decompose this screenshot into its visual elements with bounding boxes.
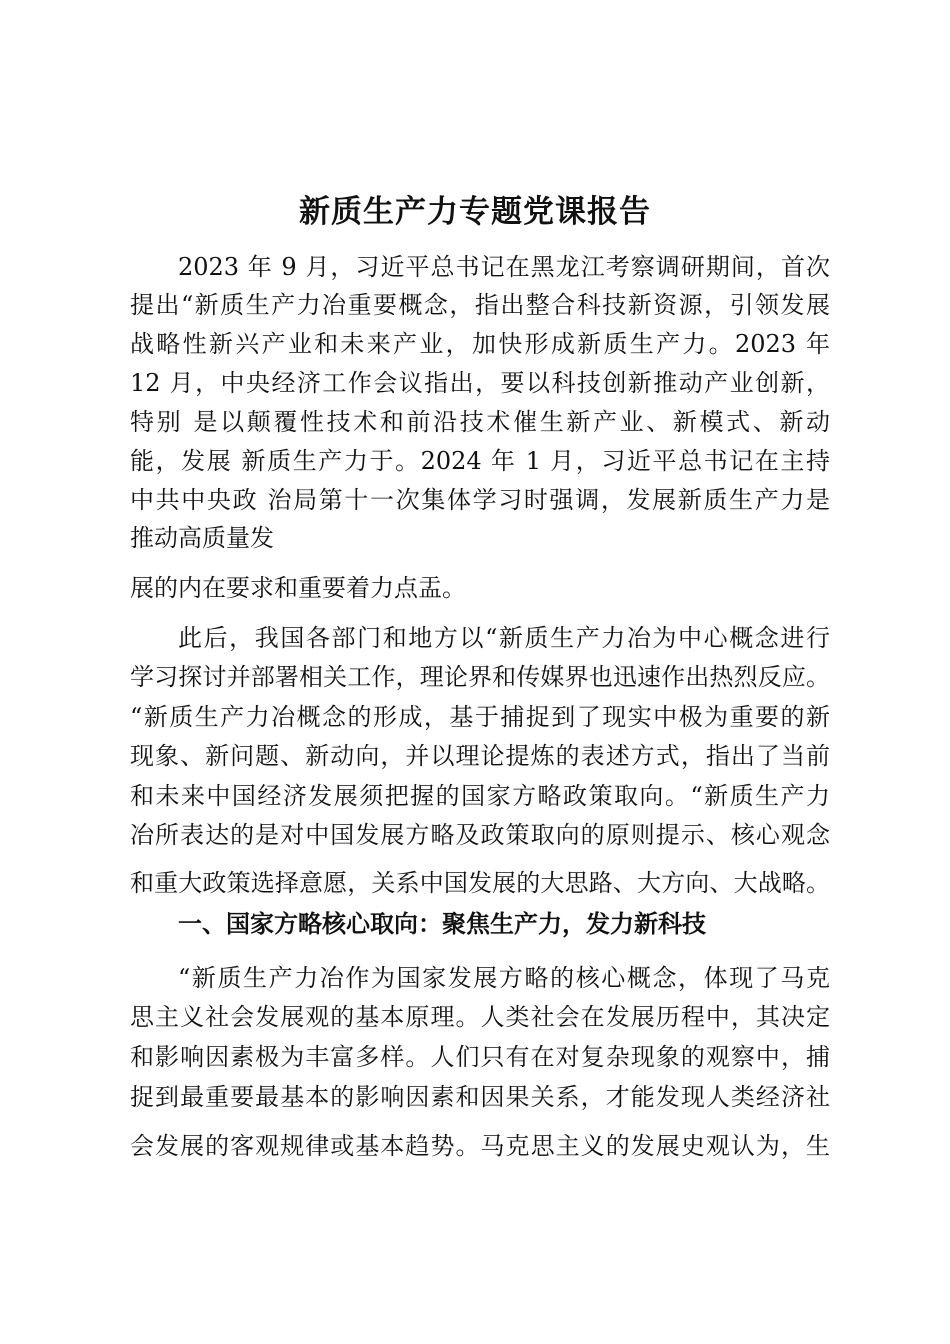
paragraph-1-line-1: 2023 年 9 月，习近平总书记在黑龙江考察调研期间，首次	[178, 253, 830, 281]
paragraph-3-line-2: 思主义社会发展观的基本原理。人类社会在发展历程中，其决定	[130, 1003, 830, 1031]
paragraph-1-line-7: 中共中央政 治局第十一次集体学习时强调，发展新质生产力是	[130, 486, 830, 514]
paragraph-2-line-6: 冶所表达的是对中国发展方略及政策取向的原则提示、核心观念	[130, 821, 830, 849]
paragraph-1-line-8: 推动高质量发	[130, 524, 274, 552]
paragraph-2-line-3: “新质生产力冶概念的形成，基于捕捉到了现实中极为重要的新	[130, 703, 830, 731]
paragraph-2-line-4: 现象、新问题、新动向，并以理论提炼的表述方式，指出了当前	[130, 742, 830, 770]
paragraph-3-line-3: 和影响因素极为丰富多样。人们只有在对复杂现象的观察中，捕	[130, 1043, 830, 1071]
paragraph-1-line-2: 提出“新质生产力冶重要概念，指出整合科技新资源，引领发展	[130, 291, 830, 319]
document-title: 新质生产力专题党课报告	[299, 194, 651, 230]
paragraph-2-line-5: 和未来中国经济发展须把握的国家方略政策取向。“新质生产力	[130, 782, 830, 810]
paragraph-2-line-1: 此后，我国各部门和地方以“新质生产力冶为中心概念进行	[178, 624, 830, 652]
paragraph-3-line-4: 捉到最重要最基本的影响因素和因果关系，才能发现人类经济社	[130, 1083, 830, 1111]
paragraph-3-line-1: “新质生产力冶作为国家发展方略的核心概念，体现了马克	[178, 964, 830, 992]
paragraph-1-line-4: 12 月，中央经济工作会议指出，要以科技创新推动产业创新，	[130, 369, 830, 397]
paragraph-3-line-5: 会发展的客观规律或基本趋势。马克思主义的发展史观认为，生	[130, 1132, 830, 1160]
section-heading-1: 一、国家方略核心取向：聚焦生产力，发力新科技	[178, 910, 706, 938]
paragraph-2-line-2: 学习探讨并部署相关工作，理论界和传媒界也迅速作出热烈反应。	[130, 663, 830, 691]
paragraph-1-line-9: 展的内在要求和重要着力点盂。	[130, 574, 466, 602]
paragraph-2-line-7: 和重大政策选择意愿，关系中国发展的大思路、大方向、大战略。	[130, 869, 830, 897]
paragraph-1-line-6: 能，发展 新质生产力于。2024 年 1 月，习近平总书记在主持	[130, 447, 830, 475]
paragraph-1-line-3: 战略性新兴产业和未来产业，加快形成新质生产力。2023 年	[130, 330, 830, 358]
paragraph-1-line-5: 特别 是以颠覆性技术和前沿技术催生新产业、新模式、新动	[130, 408, 830, 436]
